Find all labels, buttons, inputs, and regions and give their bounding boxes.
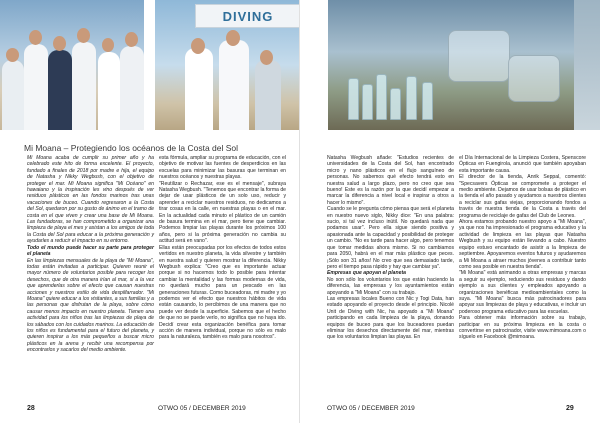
- paragraph: Cuando se le pregunta cómo piensa que será el planeta en nuestro nuevo siglo, Nikky dice: "En una palabra: sucio, si tal vez incluso inútil. No quedará nada que podamos usar". Pero ella sigue siendo positiva y apasionada ante la capacidad y posibilidad de proteger un cambio. "No es tarde para hacer algo, pero tenemos que tomar medidas ahora mismo. Si no cambiamos para 2050, habrá en el mar más plástico que peces. ¡Sólo son 31 años! No creo que sea demasiado tarde, pero el tiempo pasa rápido y hay que cambiar ya".: [327, 206, 454, 270]
- volunteer-head: [102, 38, 114, 52]
- bottle-shape: [390, 88, 401, 120]
- page-number: 28: [27, 405, 35, 412]
- volunteer-head: [77, 28, 90, 43]
- volunteer-figure: [219, 40, 249, 130]
- paragraph: El director de la tienda, Anrik Seppal, comentó: "Specsavers Ópticas se compromete a proteger el medio ambiente. Dejamos de usar bolsas de plástico en la tienda el año pasado y ayudamos a nuestros clientes a reciclar sus gafas viejas, proporcionando fondos a través de nuestra tienda de la Costa a través del programa de reciclaje de gafas del Club de Leones.: [459, 174, 586, 219]
- subheading: Empresas que apoyan el planeta: [327, 270, 406, 277]
- bottle-shape: [362, 84, 373, 120]
- photo-edge: [574, 0, 600, 130]
- paragraph: Las empresas locales Bueno con Nic y Togi Data, han estado apoyando el proyecto desde el principio. Nicolé Unit de Diving with Nic, ha apoyado a "Mi Moana" participando en cada limpieza de la playa, donando equipos de buceo para que los buceadores puedan eliminar los desechos directamente del mar, mientras que los voluntarios limpian las playas. En: [327, 295, 454, 341]
- volunteer-figure: [48, 50, 72, 130]
- volunteer-figure: [24, 44, 48, 130]
- paragraph: el Día Internacional de la Limpieza Costera, Spenscore Ópticas en Fuengirola, anunció que también apoyaban esta importante causa.: [459, 155, 586, 174]
- volunteer-figure: [185, 48, 213, 130]
- diving-banner-photo: [155, 0, 300, 130]
- paragraph: esta fórmula, ampliar su programa de educación, con el objetivo de motivar las fuentes de desperdicios en las escuelas para minimizar las basuras que terminan en nuestros océanos y nuestras playas.: [159, 155, 286, 181]
- article-column-2: [159, 155, 286, 341]
- volunteer-head: [29, 30, 42, 45]
- volunteer-head: [226, 30, 240, 46]
- collection-jar: [508, 55, 560, 102]
- page-number: 29: [566, 405, 574, 412]
- diving-banner: DIVING: [195, 4, 300, 28]
- issue-footer: OTWO 05 / DECEMBER 2019: [158, 405, 246, 412]
- paragraph: Para obtener más información sobre su trabajo, participar en su próxima limpieza en la costa o convertirse en patrocinador, visite www.mimoana.com o síguelo en Facebook @mimoana.: [459, 315, 586, 341]
- article-column-3: [327, 155, 454, 341]
- volunteer-figure: [120, 46, 144, 130]
- bottle-shape: [376, 74, 387, 120]
- paragraph: Natasha Wegbush añade: "Estudios recientes de universidades de la Costa del Sol, han encontrado micro y nano plásticos en el flujo sanguíneo de personas. No sabemos qué efecto tendrá esto en nuestra salud a largo plazo, pero no creo que sea bueno! Este es la razón por la que decidí empezar a marcar la diferencia a nivel local e inspirar a otros a hacer lo mismo".: [327, 155, 454, 206]
- volunteer-head: [191, 38, 205, 54]
- volunteer-head: [260, 50, 273, 65]
- volunteer-figure: [2, 60, 24, 130]
- issue-footer: OTWO 05 / DECEMBER 2019: [327, 405, 415, 412]
- paragraph: En las limpiezas mensuales de la playa de "Mi Moana", todas están invitadas a participar. Quieren reunir el mayor número de voluntarios posible para recoger los desechos, que de otra manera irían al mar, si a la vez que aprenderlas sobre el efecto que causan nuestras acciones y nuestros estilo de vida despilfarrador. "Mi Moana" quiere educar a los visitantes, a sus familias y a las personas que disfrutan de la playa, sobre cómo causar menos impacto en nuestro planeta. Tienen una actividad para los niños tras las limpiezas de playa de los sábados con los cuidados marinos. La educación de los niños es fundamental para el futuro del planeta, y quieren inspirar a los más pequeños a buscar micro plásticos en la arena y recibir una recompensa por encontrarlos y sacarlos del medio ambiente.: [27, 257, 154, 354]
- subheading: Todo el mundo puede hacer su parte para proteger el planeta: [27, 244, 154, 258]
- volunteers-group-photo: [0, 0, 144, 130]
- bottle-shape: [422, 82, 433, 120]
- paragraph: Ahora estamos probando nuestro apoyo a "Mi Moana", ya que nos ha impresionado el programa educativo y la actividad de limpieza en las playas que Natasha Wegbush y su equipo están llevando a cabo. Nuestro equipo estuvo encantado de asistir a la limpieza de septiembre. Apoyaremos eventos futuros y ayudaremos a Mi Moana a atraer muchos jóvenes a contribuir tanto como sea posible en nuestra tienda".: [459, 219, 586, 270]
- photo-caption: Mi Moana – Protegiendo los océanos de la Costa del Sol: [24, 143, 239, 153]
- article-column-4: [459, 155, 586, 341]
- article-column-1: [27, 155, 154, 354]
- right-page: [300, 0, 600, 423]
- bottle-shape: [406, 76, 417, 120]
- paragraph: "Mi Moana" está animando a otras empresas y marcas a seguir su ejemplo, reduciendo sus residuos y dando ejemplo a sus clientes y empleados apoyando a organizaciones benéficas medioambientales como la suya. "Mi Moana" busca más patrocinadores para apoyar sus limpiezas de playa y educativas, e incluir un poderoso programa educativo para las escuelas.: [459, 270, 586, 315]
- collection-jar: [448, 30, 510, 82]
- paragraph: Mi Moana acaba de cumplir su primer año y ha celebrado este hito de forma excelente. El proyecto, fundado a finales de 2018 por madre e hija, el equipo de Natasha y Nikky Wegbush, con el objetivo de proteger el mar. Mi Moana significa "Mi Océano" en hawaiano y la inspiración les vino después de ver residuos plásticos en las fondos marinos tras unas vacaciones de buceo. Cuando regresaron a la Costa del Sol, quedaron por su gusto de ánimo en el tramo de costa en el que viven y crear una base de Mi Moana. Las fundadoras, se han comprometido a organizar una limpieza de playa el mes y asistan a los amigos de toda la Costa del Sol para educar a la próxima generación y ayudarles a reducir el impacto en su entorno.: [27, 155, 154, 245]
- volunteer-figure: [72, 42, 96, 130]
- paragraph: Ellas están preocupadas por los efectos de todos estos vertidos en nuestro planeta, la vida silvestre y también en nuestra salud y quieren mostrar la diferencia. Nikky Wegbush explica: "Creo que es importante actuar porque si no hacemos todo lo posible para intentar cambiar la mentalidad y las formas modernas de vida, no quedará mucho para un pescado en las generaciones futuras. Como buceadoras, mi madre y yo podemos ver el efecto que nuestros hábitos de vida están causando, lo percibimos de una manera que no puede ver desde la superficie. Sabemos que el hecho de que no se puede verlo, no significa que no haya ido. Decidí crear esta organización benéfica para tomar acción de manera individual, porque no sólo es malo para la naturaleza, también es malo para nosotros".: [159, 244, 286, 341]
- volunteer-head: [53, 36, 66, 51]
- volunteer-figure: [98, 52, 120, 130]
- paragraph: No son sólo los voluntarios los que están haciendo la diferencia, las empresas y los ayuntamientos están apoyando a "Mi Moana" con su trabajo.: [327, 276, 454, 296]
- volunteer-head: [125, 32, 138, 47]
- volunteer-head: [6, 48, 19, 62]
- bottle-shape: [348, 78, 359, 120]
- volunteer-figure: [255, 60, 281, 130]
- plastic-bottles-photo: [328, 0, 575, 130]
- paragraph: "Reutilizar o Rechazar, ese es el mensaje", subraya Natasha Wegbush. "Tenemos que encontrar la forma de dejar de usar plásticos de un solo uso, reducir y aprender a reciclar nuestros residuos, no dedicamos a tirar cosas en la calle, en nuestras playas o en el mar. En la actualidad cada minuto el plástico de un camión de basura termina en el mar, pero tiene que cambiar. Podemos limpiar las playas durante los próximos 100 años, pero si la próxima generación no cambia su actitud será en vano".: [159, 180, 286, 245]
